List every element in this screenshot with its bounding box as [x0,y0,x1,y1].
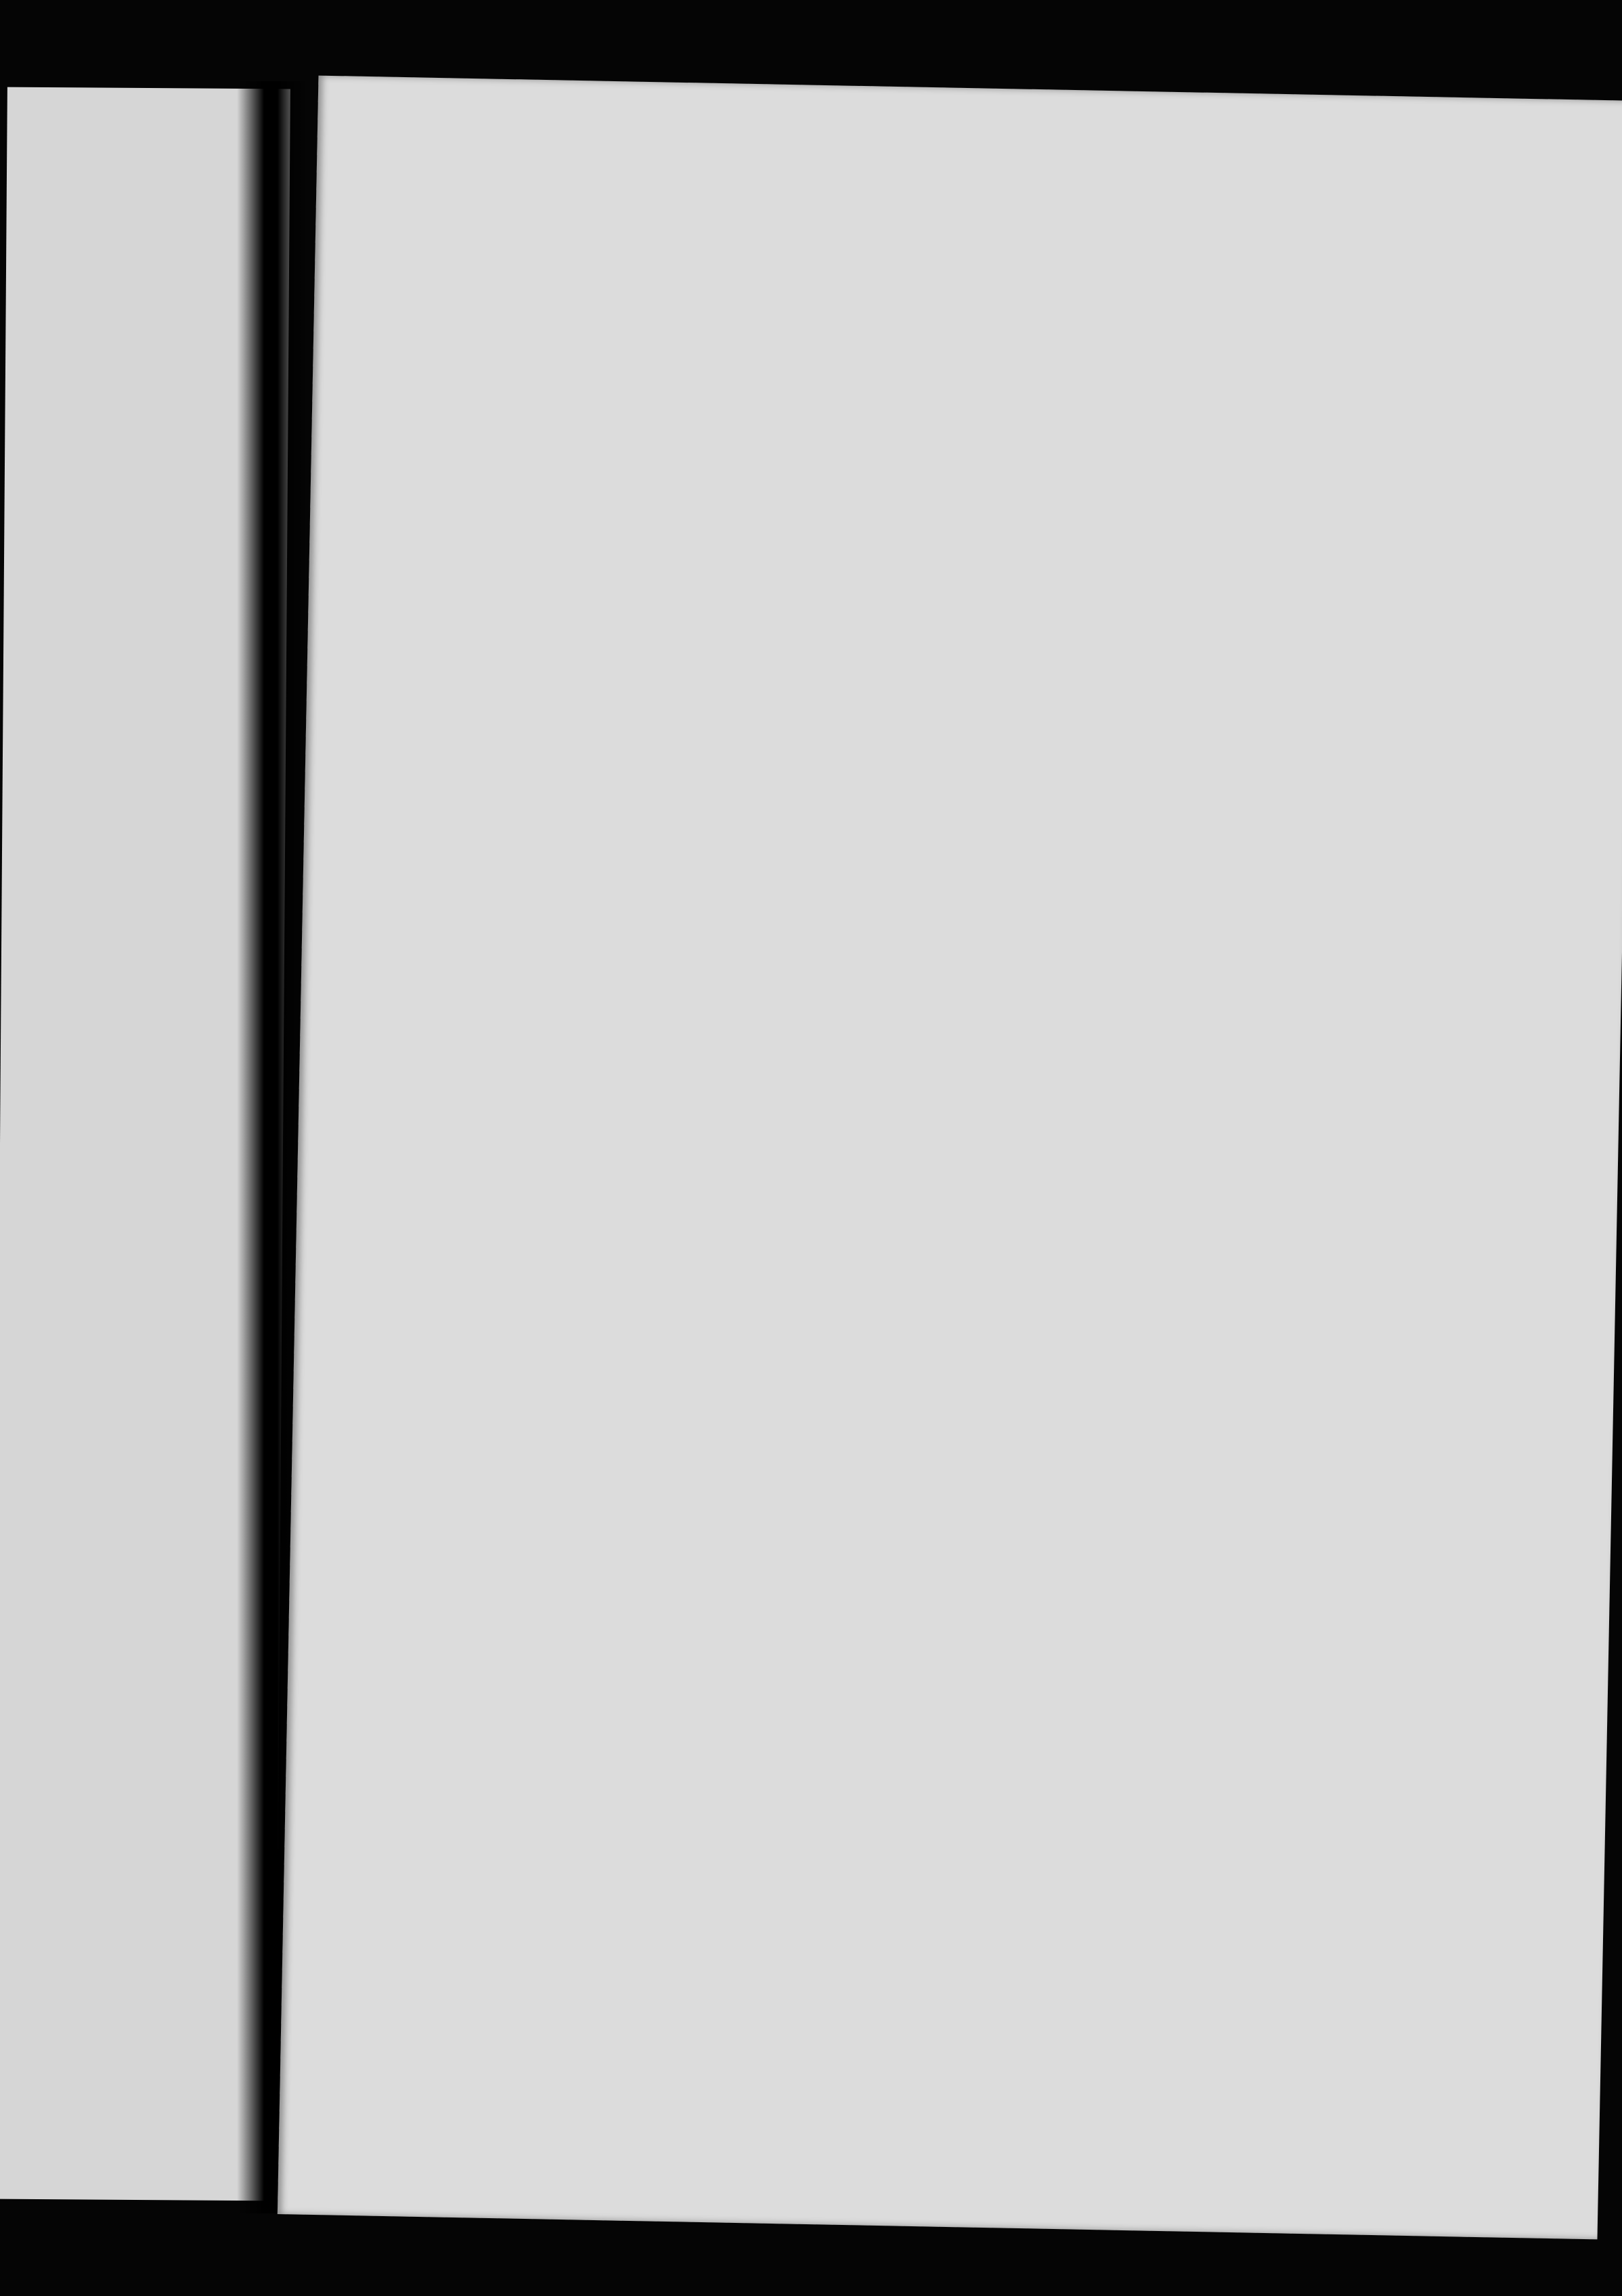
right-page [278,76,1622,2240]
conference-branches [372,76,1537,99]
page-title [366,395,1531,417]
right-page-content [372,76,1537,99]
left-page-text-column [5,358,276,360]
page-number [368,300,1533,322]
